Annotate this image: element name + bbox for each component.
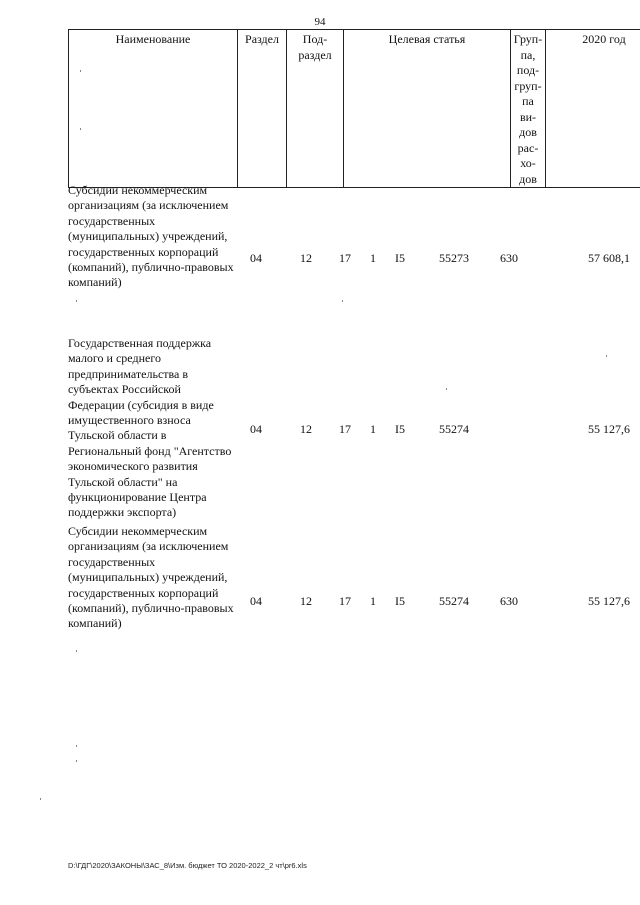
row-sum: 55 127,6	[588, 422, 630, 436]
file-path-footer: D:\ГДГ\2020\ЗАКОНЫ\ЗАС_8\Изм. бюджет ТО 2020-2022_2 чт\pr6.xls	[68, 861, 307, 870]
header-name-label: Наименование	[115, 32, 191, 46]
row-target-program: 17	[339, 251, 351, 265]
header-year-label: 2020 год	[582, 32, 626, 46]
row-target-direction: 55273	[439, 251, 469, 265]
scan-speck	[76, 300, 77, 302]
row-target-program: 17	[339, 594, 351, 608]
table-row	[68, 524, 632, 634]
header-target-article-label: Целевая статья	[388, 32, 466, 46]
row-podrazdel: 12	[300, 422, 312, 436]
scan-speck	[80, 128, 81, 130]
scan-speck	[446, 388, 447, 390]
row-sum: 57 608,1	[588, 251, 630, 265]
header-group-label: Груп-па, под-груп-па ви-дов рас-хо-дов	[513, 32, 543, 186]
row-target-subprogram: 1	[370, 251, 376, 265]
row-razdel: 04	[250, 251, 262, 265]
header-name	[69, 30, 238, 188]
header-podrazdel-label: Под-раздел	[298, 32, 332, 62]
row-target-direction: 55274	[439, 422, 469, 436]
row-name: Субсидии некоммерческим организациям (за исключением государственных (муниципальных) учреждений, государственных корпораций (компаний), публично-правовых компаний)	[68, 183, 234, 290]
row-group: 630	[500, 251, 518, 265]
budget-table-header	[68, 29, 640, 188]
row-name: Субсидии некоммерческим организациям (за исключением государственных (муниципальных) учреждений, государственных корпораций (компаний), публично-правовых компаний)	[68, 524, 234, 631]
row-target-project: I5	[395, 422, 405, 436]
scan-speck	[80, 70, 81, 72]
header-razdel-label: Раздел	[245, 32, 279, 46]
header-target-article	[344, 30, 511, 188]
row-target-subprogram: 1	[370, 422, 376, 436]
scan-speck	[342, 300, 343, 302]
scan-speck	[606, 355, 607, 357]
table-row	[68, 183, 632, 293]
row-target-direction: 55274	[439, 594, 469, 608]
header-row	[69, 30, 640, 188]
row-sum: 55 127,6	[588, 594, 630, 608]
row-target-subprogram: 1	[370, 594, 376, 608]
table-row	[68, 336, 632, 520]
scan-speck	[40, 798, 41, 800]
header-group	[511, 30, 546, 188]
scan-speck	[76, 745, 77, 747]
scan-speck	[76, 760, 77, 762]
row-razdel: 04	[250, 422, 262, 436]
row-target-program: 17	[339, 422, 351, 436]
row-name: Государственная поддержка малого и среднего предпринимательства в субъектах Российской Федерации (субсидия в виде имущественного взноса Тульской области в Региональный фонд "Агентство экономического развития Тульской области" на функционирование Центра поддержки экспорта)	[68, 336, 232, 520]
row-target-project: I5	[395, 594, 405, 608]
header-razdel	[238, 30, 287, 188]
header-podrazdel	[287, 30, 344, 188]
header-year	[546, 30, 640, 188]
scan-speck	[76, 650, 77, 652]
page-number: 94	[314, 16, 326, 28]
row-target-project: I5	[395, 251, 405, 265]
row-razdel: 04	[250, 594, 262, 608]
row-podrazdel: 12	[300, 251, 312, 265]
row-group: 630	[500, 594, 518, 608]
row-podrazdel: 12	[300, 594, 312, 608]
